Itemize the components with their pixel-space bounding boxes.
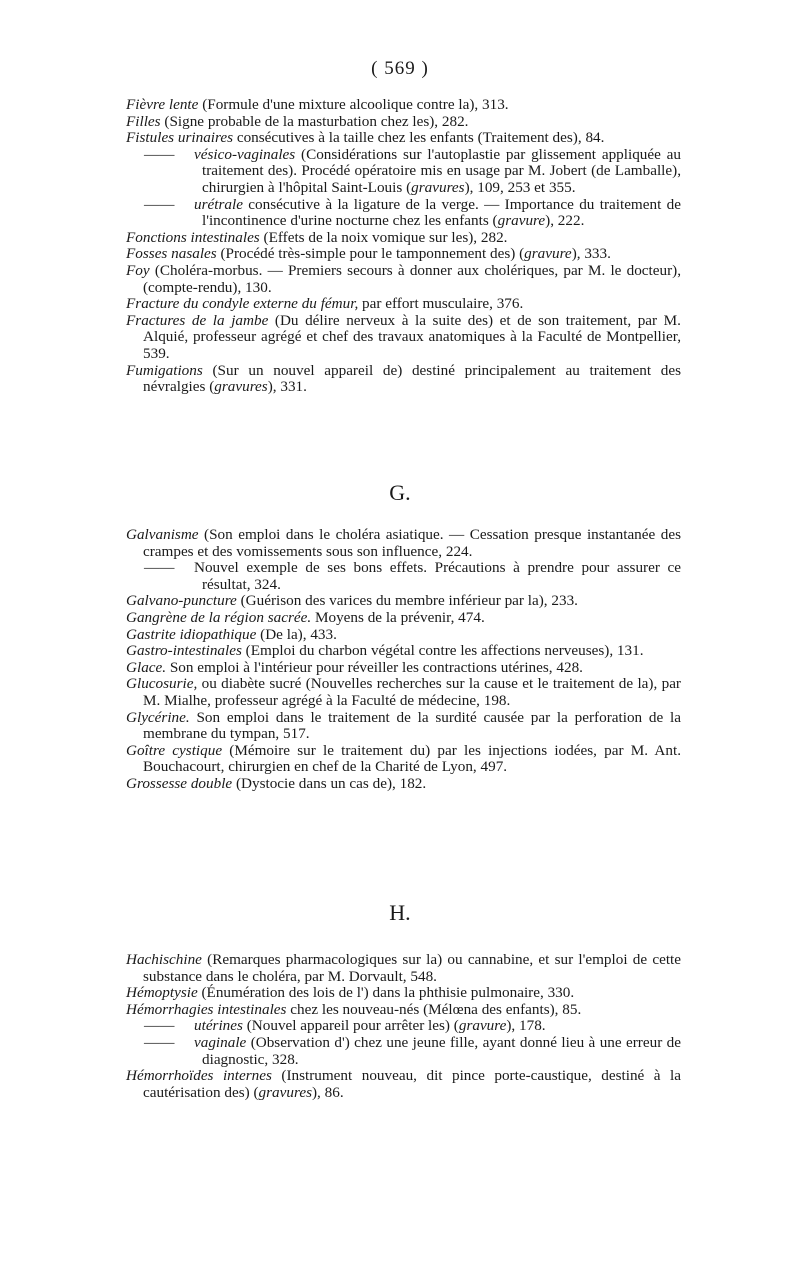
index-entry (126, 296, 681, 313)
entry-text: (Choléra-morbus. — Premiers secours à donner aux cholériques, par M. le docteur), (compte-rendu), 130. (143, 261, 681, 296)
entry-term: urétrale (194, 195, 243, 213)
entry-term: Fractures de la jambe (126, 311, 269, 329)
entry-text: (Observation d') chez une jeune fille, ayant donné lieu à une erreur de diagnostic, 328. (202, 1033, 681, 1068)
entry-term: Galvano-puncture (126, 592, 237, 610)
ditto-dash: —— (144, 145, 175, 163)
index-entry (126, 610, 681, 627)
entry-term: Glycérine. (126, 708, 190, 726)
entry-italic: gravures (411, 178, 465, 196)
index-section-h (126, 952, 681, 1101)
entry-tail: ), 178. (506, 1017, 546, 1035)
index-entry (126, 197, 681, 230)
entry-italic: gravure (497, 212, 546, 230)
page-number: ( 569 ) (371, 58, 429, 79)
entry-text: (Du délire nerveux à la suite des) et de son traitement, par M. Alquié, professeur agrégé et chef des travaux anatomiques à la Faculté de Montpellier, 539. (143, 311, 681, 362)
entry-text: par effort musculaire, 376. (358, 295, 524, 313)
index-entry (126, 363, 681, 396)
entry-text: consécutives à la taille chez les enfants (Traitement des), 84. (233, 129, 605, 147)
entry-text: ou diabète sucré (Nouvelles recherches sur la cause et le traitement de la), par M. Mialhe, professeur agrégé à la Faculté de médecine, 198. (143, 675, 681, 709)
index-entry (126, 246, 681, 263)
entry-text: (De la), 433. (256, 625, 337, 643)
entry-tail: ), 86. (311, 1083, 344, 1101)
entry-term: Gastro-intestinales (126, 642, 242, 660)
entry-text: (Guérison des varices du membre inférieur par la), 233. (236, 592, 578, 610)
ditto-dash: —— (144, 195, 175, 213)
entry-term: Fosses nasales (126, 245, 217, 263)
entry-italic: gravure (524, 245, 572, 263)
index-entry (126, 710, 681, 743)
index-entry (126, 97, 681, 114)
entry-tail: ), 333. (571, 245, 611, 263)
entry-term: Gastrite idiopathique (126, 625, 257, 643)
index-entry (126, 627, 681, 644)
index-entry (126, 130, 681, 147)
entry-text: (Procédé très-simple pour le tamponnement des) ( (216, 245, 525, 263)
entry-tail: ), 331. (267, 378, 307, 396)
entry-tail: ), 222. (545, 212, 585, 230)
entry-term: Goître cystique (126, 741, 223, 759)
entry-text: (Nouvel appareil pour arrêter les) ( (242, 1017, 459, 1035)
letter-heading-h: H. (389, 900, 411, 925)
entry-term: Hachischine (126, 951, 202, 968)
entry-term: Hémorrhagies intestinales (126, 1000, 287, 1018)
index-entry (126, 313, 681, 363)
entry-term: Hémorrhoïdes internes (126, 1067, 272, 1085)
entry-text: (Emploi du charbon végétal contre les affections nerveuses), 131. (241, 642, 644, 660)
entry-term: Fièvre lente (126, 96, 199, 113)
index-section-g (126, 527, 681, 793)
index-entry (126, 743, 681, 776)
entry-term: Fonctions intestinales (126, 228, 260, 246)
ditto-dash: —— (144, 559, 175, 577)
entry-term: utérines (194, 1017, 243, 1035)
entry-text: (Formule d'une mixture alcoolique contre la), 313. (198, 96, 509, 113)
index-entry (126, 952, 681, 985)
entry-text: (Instrument nouveau, dit pince porte-caustique, destiné à la cautérisation des) ( (143, 1067, 681, 1101)
index-entry (126, 676, 681, 709)
index-entry (126, 1018, 681, 1035)
entry-tail: ), 109, 253 et 355. (464, 178, 576, 196)
index-entry (126, 527, 681, 560)
entry-term: Filles (126, 112, 161, 130)
index-entry (126, 593, 681, 610)
index-entry (126, 263, 681, 296)
index-entry (126, 776, 681, 793)
index-entry (126, 560, 681, 593)
entry-term: Gangrène de la région sacrée. (126, 608, 312, 626)
entry-text: (Son emploi dans le choléra asiatique. — Cessation presque instantanée des crampes et des vomissements sous son influence, 224. (143, 526, 681, 560)
entry-term: Grossesse double (126, 774, 233, 792)
entry-text: Moyens de la prévenir, 474. (311, 608, 485, 626)
entry-italic: gravures (258, 1083, 312, 1101)
entry-term: Fracture du condyle externe du fémur, (126, 295, 359, 313)
entry-term: Hémoptysie (126, 984, 198, 1002)
index-entry (126, 643, 681, 660)
entry-text: (Effets de la noix vomique sur les), 282. (259, 228, 508, 246)
entry-term: Galvanisme (126, 526, 199, 543)
entry-term: vésico-vaginales (194, 145, 296, 163)
index-entry (126, 230, 681, 247)
entry-term: Foy (126, 261, 150, 279)
entry-text: (Mémoire sur le traitement du) par les injections iodées, par M. Ant. Bouchacourt, chirurgien en chef de la Charité de Lyon, 497. (143, 741, 681, 776)
index-entry (126, 985, 681, 1002)
entry-text: chez les nouveau-nés (Mélœna des enfants), 85. (286, 1000, 582, 1018)
index-entry (126, 114, 681, 131)
entry-text: consécutive à la ligature de la verge. — Importance du traitement de l'incontinence d'urine nocturne chez les enfants ( (202, 195, 681, 230)
entry-italic: gravure (458, 1017, 507, 1035)
entry-term: vaginale (194, 1033, 247, 1051)
entry-term: Glucosurie, (126, 675, 198, 693)
entry-text: (Dystocie dans un cas de), 182. (232, 774, 427, 792)
index-entry (126, 660, 681, 677)
entry-text: Son emploi dans le traitement de la surdité causée par la perforation de la membrane du tympan, 517. (143, 708, 681, 743)
entry-text: (Énumération des lois de l') dans la phthisie pulmonaire, 330. (197, 984, 575, 1002)
entry-text: (Remarques pharmacologiques sur la) ou cannabine, et sur l'emploi de cette substance dans le choléra, par M. Dorvault, 548. (143, 951, 681, 985)
entry-term: Fumigations (126, 361, 203, 379)
index-entry (126, 1068, 681, 1101)
entry-text: Nouvel exemple de ses bons effets. Précautions à prendre pour assurer ce résultat, 324. (194, 559, 681, 593)
letter-heading-g: G. (389, 480, 411, 505)
entry-italic: gravures (214, 378, 268, 396)
entry-text: (Considérations sur l'autoplastie par glissement appliquée au traitement des). Procédé opératoire mis en usage par M. Jobert (de Lamballe), chirurgien à l'hôpital Saint-Louis ( (202, 145, 681, 196)
index-entry (126, 1035, 681, 1068)
index-entry (126, 147, 681, 197)
index-entry (126, 1002, 681, 1019)
entry-text: Son emploi à l'intérieur pour réveiller les contractions utérines, 428. (166, 658, 583, 676)
entry-term: Glace. (126, 658, 167, 676)
entry-text: (Signe probable de la masturbation chez les), 282. (160, 112, 469, 130)
ditto-dash: —— (144, 1033, 175, 1051)
ditto-dash: —— (144, 1017, 175, 1035)
entry-term: Fistules urinaires (126, 129, 234, 147)
entry-text: (Sur un nouvel appareil de) destiné principalement au traitement des névralgies ( (143, 361, 681, 396)
index-section-f (126, 97, 681, 396)
